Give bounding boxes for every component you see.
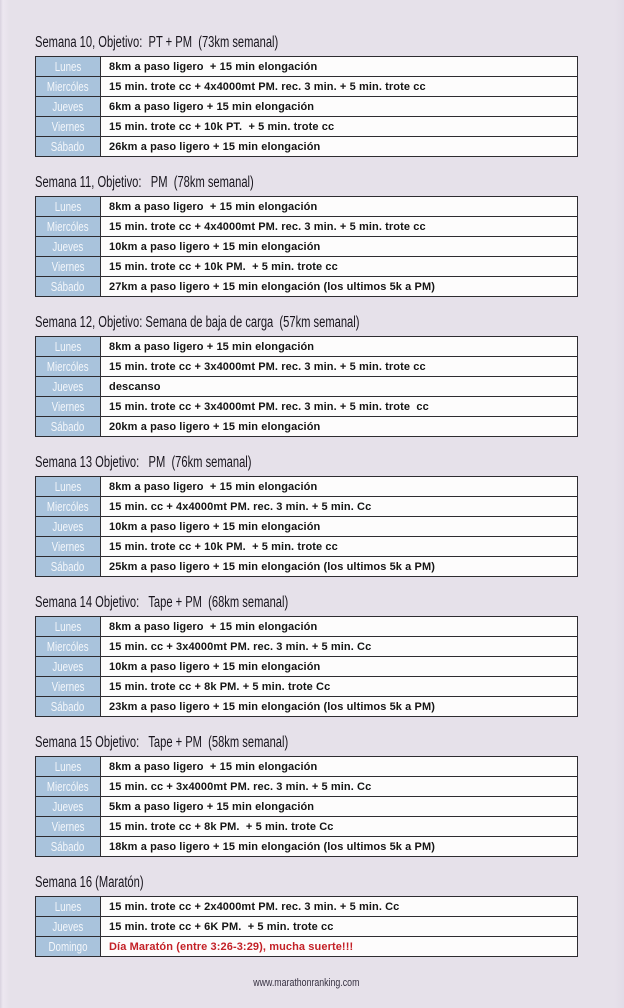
footer [35,973,578,991]
table-row [36,537,578,557]
week-section [35,873,578,957]
activity-cell [101,617,578,637]
table-row [36,237,578,257]
day-label: Sábado [51,419,85,434]
table-row [36,757,578,777]
activity-cell [101,677,578,697]
day-cell [36,657,101,677]
day-label: Sábado [51,839,85,854]
activity-text: 15 min. trote cc + 10k PM. + 5 min. trote cc [109,540,338,553]
day-label: Jueves [52,919,84,934]
day-cell [36,677,101,697]
day-label: Lunes [54,59,82,74]
table-row [36,637,578,657]
weeks-container [35,33,578,957]
activity-cell [101,937,578,957]
activity-text: 10km a paso ligero + 15 min elongación [109,240,321,253]
activity-text: 8km a paso ligero + 15 min elongación [109,340,315,353]
week-section [35,313,578,437]
table-row [36,337,578,357]
activity-text: 23km a paso ligero + 15 min elongación (los ultimos 5k a PM) [109,700,436,713]
activity-text: 15 min. cc + 3x4000mt PM. rec. 3 min. + 5 min. Cc [109,640,372,653]
activity-cell [101,377,578,397]
activity-cell [101,237,578,257]
day-label: Jueves [52,379,84,394]
day-cell [36,937,101,957]
activity-cell [101,217,578,237]
week-schedule-table [35,336,578,437]
day-label: Jueves [52,799,84,814]
activity-text: 18km a paso ligero + 15 min elongación (los ultimos 5k a PM) [109,840,436,853]
activity-text: 5km a paso ligero + 15 min elongación [109,800,315,813]
day-label: Lunes [54,759,82,774]
activity-text: 25km a paso ligero + 15 min elongación (los ultimos 5k a PM) [109,560,436,573]
table-row [36,497,578,517]
table-row [36,897,578,917]
day-cell [36,617,101,637]
week-section [35,733,578,857]
day-cell [36,477,101,497]
activity-text: 15 min. trote cc + 6K PM. + 5 min. trote cc [109,920,334,933]
day-cell [36,217,101,237]
table-row [36,517,578,537]
activity-cell [101,197,578,217]
activity-text: 8km a paso ligero + 15 min elongación [109,60,318,73]
activity-text: 8km a paso ligero + 15 min elongación [109,620,318,633]
day-label: Sábado [51,279,85,294]
table-row [36,917,578,937]
week-section [35,593,578,717]
activity-cell [101,897,578,917]
table-row [36,817,578,837]
activity-text: 10km a paso ligero + 15 min elongación [109,520,321,533]
footer-website-text: www.marathonranking.com [253,977,360,989]
activity-text: 15 min. trote cc + 3x4000mt PM. rec. 3 min. + 5 min. trote cc [109,400,429,413]
day-label: Miercóles [47,639,89,654]
activity-text: 20km a paso ligero + 15 min elongación [109,420,321,433]
activity-text: 15 min. trote cc + 4x4000mt PM. rec. 3 min. + 5 min. trote cc [109,80,426,93]
table-row [36,937,578,957]
day-label: Lunes [54,619,82,634]
table-row [36,77,578,97]
day-cell [36,277,101,297]
table-row [36,357,578,377]
week-section [35,453,578,577]
activity-cell [101,837,578,857]
activity-text: 15 min. cc + 4x4000mt PM. rec. 3 min. + 5 min. Cc [109,500,372,513]
day-cell [36,337,101,357]
day-label: Viernes [51,819,85,834]
day-label: Viernes [51,399,85,414]
day-label: Sábado [51,699,85,714]
activity-cell [101,797,578,817]
activity-text: 15 min. cc + 3x4000mt PM. rec. 3 min. + 5 min. Cc [109,780,372,793]
activity-text: 15 min. trote cc + 10k PT. + 5 min. trote cc [109,120,335,133]
day-cell [36,417,101,437]
table-row [36,117,578,137]
week-title: Semana 15 Objetivo: Tape + PM (58km semanal) [35,734,289,751]
table-row [36,97,578,117]
week-title: Semana 11, Objetivo: PM (78km semanal) [35,174,254,191]
activity-cell [101,357,578,377]
activity-cell [101,657,578,677]
week-schedule-table [35,756,578,857]
day-label: Miercóles [47,219,89,234]
day-label: Viernes [51,679,85,694]
table-row [36,137,578,157]
day-label: Lunes [54,899,82,914]
day-cell [36,757,101,777]
day-label: Viernes [51,259,85,274]
activity-text: descanso [109,380,161,393]
day-label: Miercóles [47,779,89,794]
day-cell [36,57,101,77]
day-label: Miercóles [47,499,89,514]
table-row [36,837,578,857]
table-row [36,417,578,437]
activity-cell [101,337,578,357]
activity-text: 15 min. trote cc + 4x4000mt PM. rec. 3 min. + 5 min. trote cc [109,220,426,233]
activity-text: 27km a paso ligero + 15 min elongación (los ultimos 5k a PM) [109,280,436,293]
table-row [36,477,578,497]
day-label: Jueves [52,519,84,534]
table-row [36,797,578,817]
day-label: Miercóles [47,79,89,94]
week-section [35,33,578,157]
day-label: Jueves [52,659,84,674]
week-title: Semana 12, Objetivo: Semana de baja de carga (57km semanal) [35,314,360,331]
day-label: Jueves [52,99,84,114]
activity-text: 15 min. trote cc + 8k PM. + 5 min. trote Cc [109,680,331,693]
day-cell [36,397,101,417]
activity-cell [101,637,578,657]
day-cell [36,897,101,917]
day-cell [36,697,101,717]
day-label: Lunes [54,479,82,494]
day-cell [36,777,101,797]
day-cell [36,357,101,377]
day-cell [36,557,101,577]
activity-cell [101,97,578,117]
activity-cell [101,697,578,717]
day-cell [36,837,101,857]
table-row [36,197,578,217]
activity-text: Día Maratón (entre 3:26-3:29), mucha suerte!!! [109,940,354,953]
activity-cell [101,477,578,497]
week-schedule-table [35,616,578,717]
week-title: Semana 10, Objetivo: PT + PM (73km semanal) [35,34,279,51]
day-label: Lunes [54,199,82,214]
table-row [36,697,578,717]
day-cell [36,197,101,217]
activity-cell [101,917,578,937]
activity-text: 26km a paso ligero + 15 min elongación [109,140,321,153]
activity-text: 6km a paso ligero + 15 min elongación [109,100,315,113]
day-label: Domingo [48,939,88,954]
day-cell [36,817,101,837]
day-cell [36,517,101,537]
day-cell [36,497,101,517]
day-cell [36,537,101,557]
activity-text: 15 min. trote cc + 2x4000mt PM. rec. 3 min. + 5 min. Cc [109,900,400,913]
activity-cell [101,817,578,837]
activity-cell [101,557,578,577]
activity-text: 10km a paso ligero + 15 min elongación [109,660,321,673]
activity-cell [101,517,578,537]
day-label: Lunes [54,339,82,354]
week-schedule-table [35,476,578,577]
day-cell [36,637,101,657]
table-row [36,257,578,277]
day-cell [36,237,101,257]
table-row [36,617,578,637]
week-title: Semana 13 Objetivo: PM (76km semanal) [35,454,252,471]
day-cell [36,97,101,117]
activity-cell [101,77,578,97]
day-label: Viernes [51,119,85,134]
day-label: Viernes [51,539,85,554]
activity-cell [101,277,578,297]
activity-cell [101,777,578,797]
week-section [35,173,578,297]
activity-text: 8km a paso ligero + 15 min elongación [109,480,318,493]
day-cell [36,137,101,157]
day-label: Sábado [51,559,85,574]
activity-text: 15 min. trote cc + 10k PM. + 5 min. trote cc [109,260,338,273]
activity-cell [101,57,578,77]
table-row [36,557,578,577]
table-row [36,677,578,697]
day-label: Jueves [52,239,84,254]
day-label: Sábado [51,139,85,154]
day-cell [36,77,101,97]
activity-cell [101,757,578,777]
activity-cell [101,497,578,517]
activity-text: 15 min. trote cc + 3x4000mt PM. rec. 3 min. + 5 min. trote cc [109,360,426,373]
table-row [36,57,578,77]
day-label: Miercóles [47,359,89,374]
week-title: Semana 16 (Maratón) [35,874,144,891]
activity-cell [101,117,578,137]
table-row [36,217,578,237]
week-schedule-table [35,196,578,297]
activity-cell [101,397,578,417]
activity-cell [101,417,578,437]
activity-text: 15 min. trote cc + 8k PM. + 5 min. trote Cc [109,820,334,833]
activity-text: 8km a paso ligero + 15 min elongación [109,760,318,773]
table-row [36,777,578,797]
table-row [36,277,578,297]
week-schedule-table [35,56,578,157]
day-cell [36,797,101,817]
day-cell [36,117,101,137]
day-cell [36,257,101,277]
activity-cell [101,537,578,557]
table-row [36,657,578,677]
week-title: Semana 14 Objetivo: Tape + PM (68km semanal) [35,594,289,611]
table-row [36,397,578,417]
day-cell [36,377,101,397]
week-schedule-table [35,896,578,957]
activity-text: 8km a paso ligero + 15 min elongación [109,200,318,213]
day-cell [36,917,101,937]
activity-cell [101,257,578,277]
table-row [36,377,578,397]
activity-cell [101,137,578,157]
